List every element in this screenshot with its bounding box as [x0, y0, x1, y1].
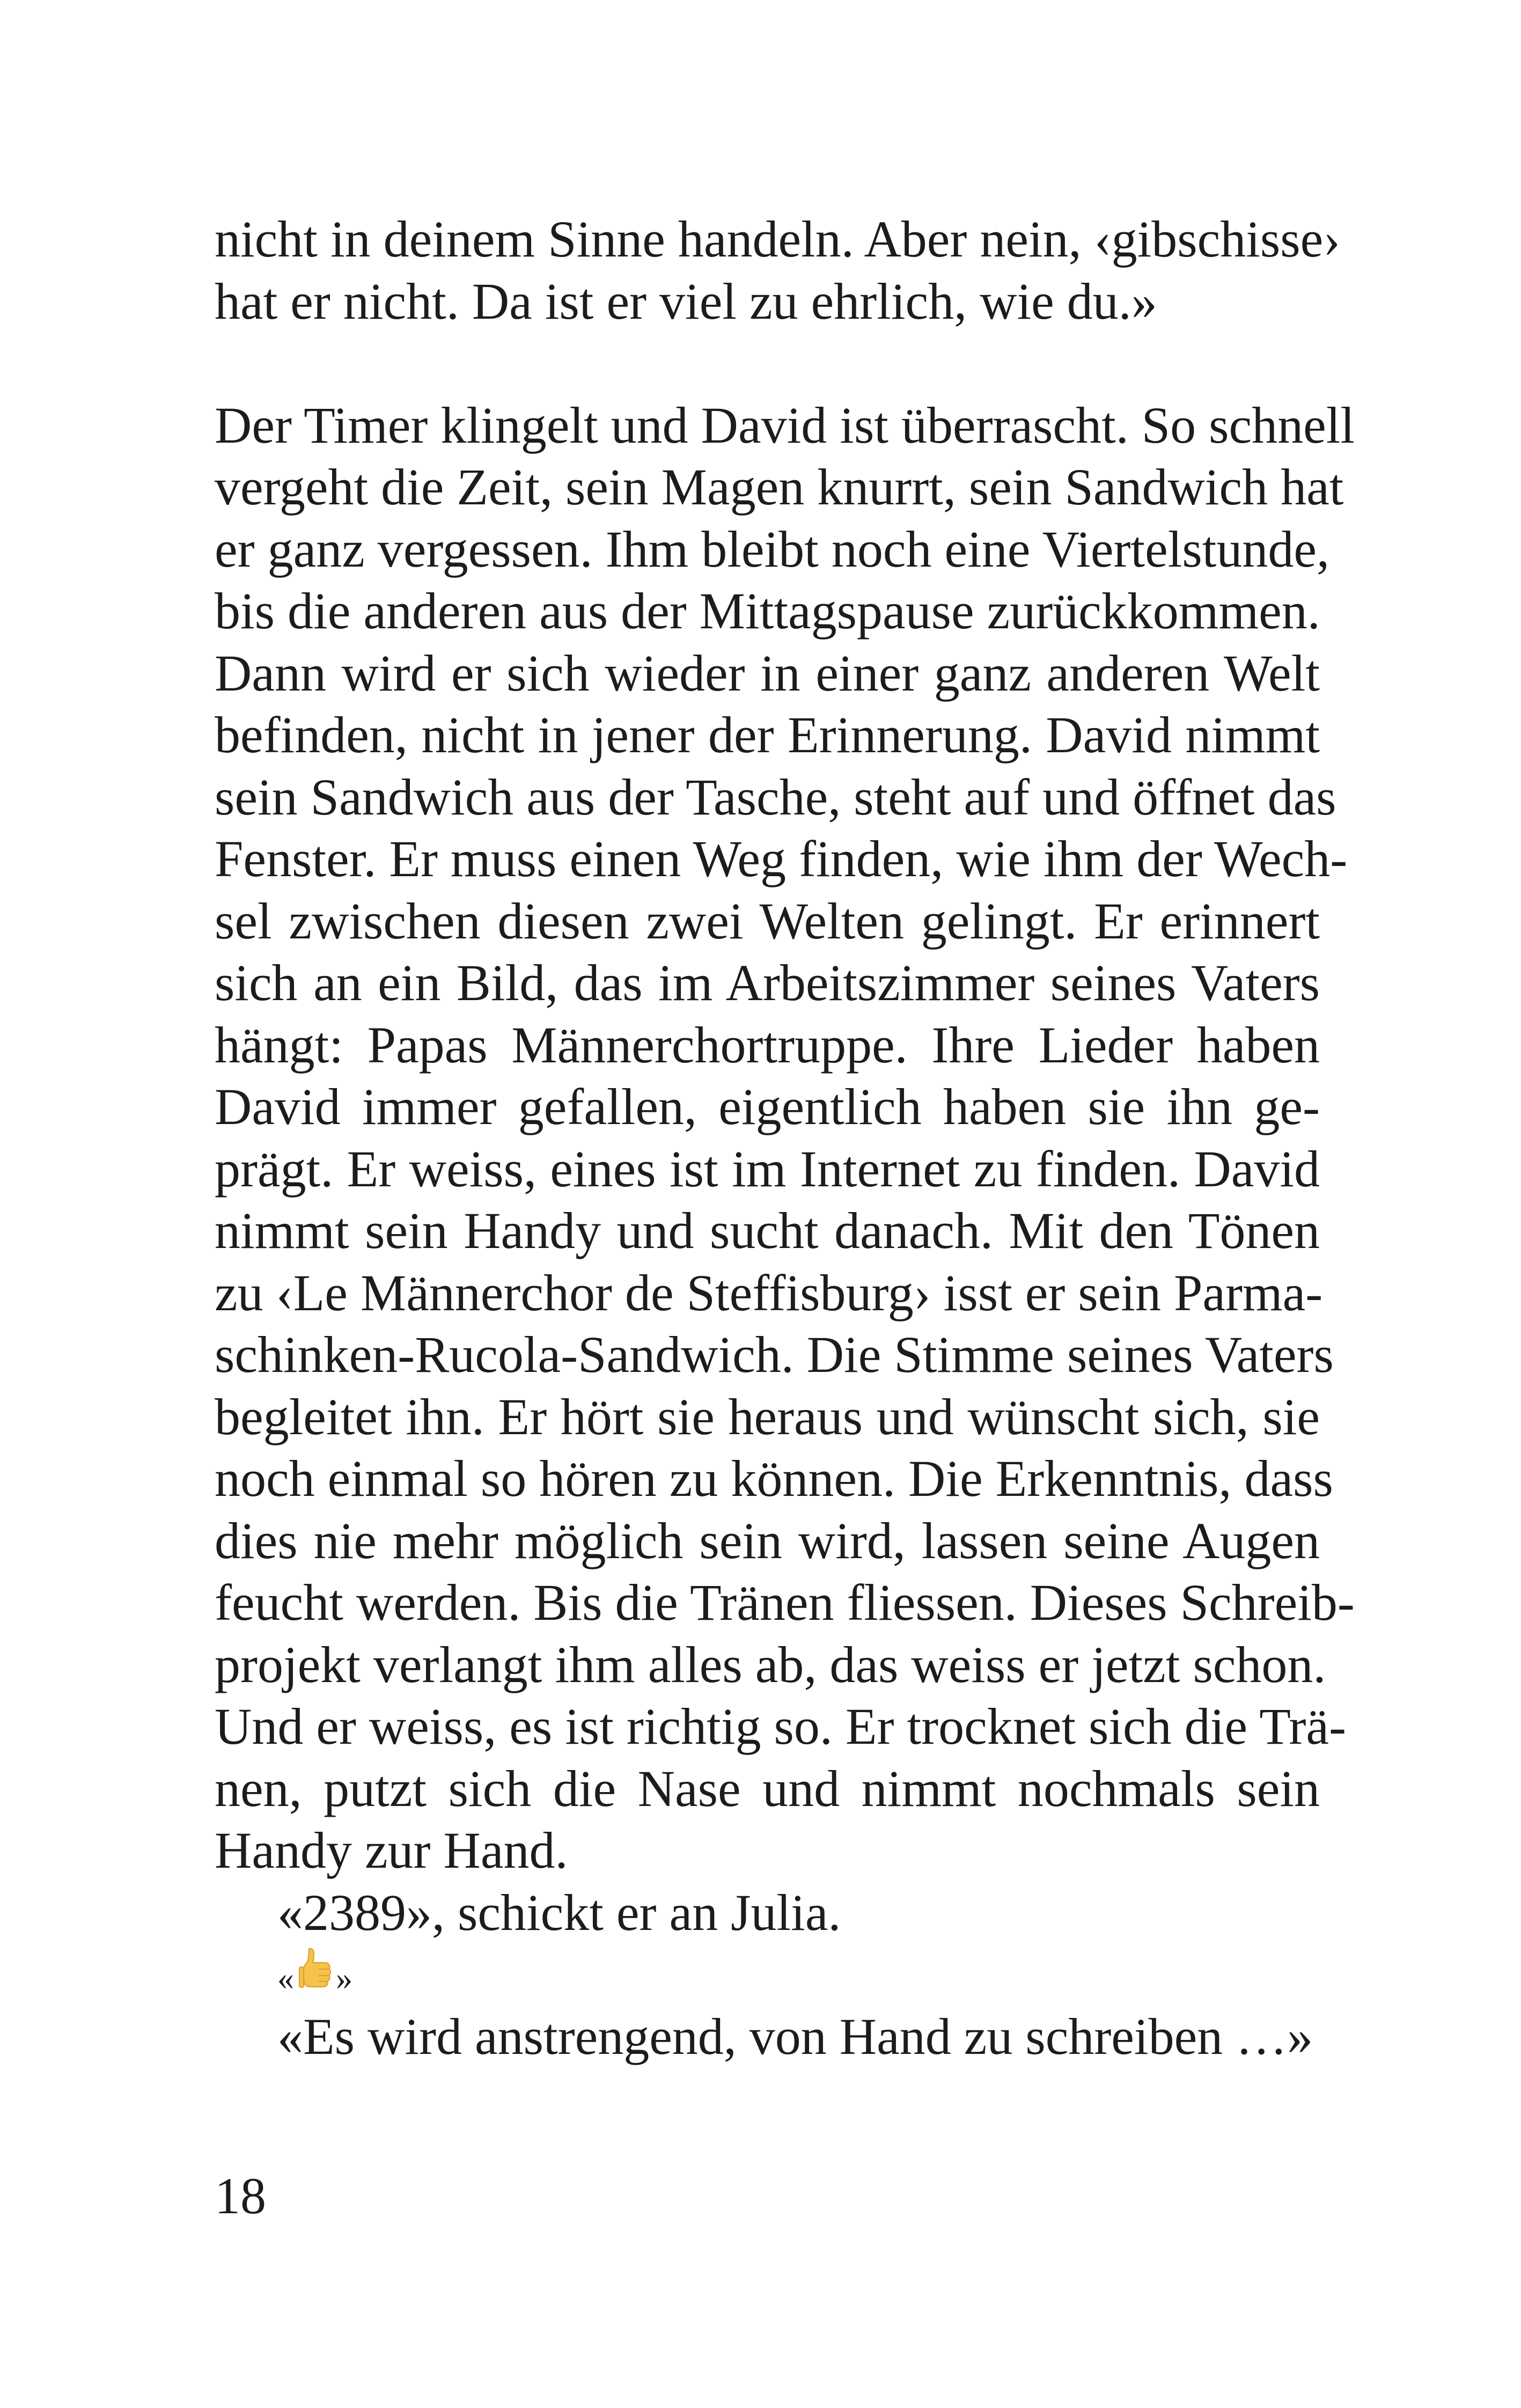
paragraph-spacer — [215, 332, 1320, 394]
text-line: Dann wird er sich wieder in einer ganz anderen Welt — [215, 644, 1320, 702]
text-line: nimmt sein Handy und sucht danach. Mit den Tönen — [215, 1202, 1320, 1259]
text-line: sel zwischen diesen zwei Welten gelingt. Er erinnert — [215, 892, 1320, 950]
page-number: 18 — [215, 2167, 266, 2225]
paragraph-2 — [215, 394, 1355, 1882]
text-line: begleitet ihn. Er hört sie heraus und wünscht sich, sie — [215, 1387, 1320, 1445]
paragraph-1 — [215, 208, 1341, 332]
text-line: hängt: Papas Männerchortruppe. Ihre Lieder haben — [215, 1016, 1320, 1074]
page-body — [215, 208, 1355, 2067]
text-line: er ganz vergessen. Ihm bleibt noch eine Viertelstunde, — [215, 520, 1330, 578]
text-line: Handy zur Hand. — [215, 1822, 568, 1879]
text-line: prägt. Er weiss, eines ist im Internet zu finden. David — [215, 1140, 1320, 1198]
text-line: Und er weiss, es ist richtig so. Er trocknet sich die Trä- — [215, 1698, 1346, 1755]
text-line: Fenster. Er muss einen Weg finden, wie ihm der Wech- — [215, 830, 1348, 887]
text-line: bis die anderen aus der Mittagspause zurückkommen. — [215, 582, 1320, 640]
text-line: hat er nicht. Da ist er viel zu ehrlich, wie du.» — [215, 272, 1157, 330]
text-line: projekt verlangt ihm alles ab, das weiss er jetzt schon. — [215, 1635, 1326, 1693]
quote-open: « — [277, 1961, 294, 1997]
text-line: feucht werden. Bis die Tränen fliessen. Dieses Schreib- — [215, 1574, 1355, 1631]
dialogue-line: «2389», schickt er an Julia. — [277, 1883, 841, 1941]
text-line: nicht in deinem Sinne handeln. Aber nein, ‹gibschisse› — [215, 210, 1341, 268]
text-line: zu ‹Le Männerchor de Steffisburg› isst er sein Parma- — [215, 1264, 1323, 1322]
text-line: schinken-Rucola-Sandwich. Die Stimme seines Vaters — [215, 1326, 1334, 1383]
text-line: sich an ein Bild, das im Arbeitszimmer seines Vaters — [215, 954, 1320, 1011]
thumbs-up-icon — [298, 1947, 332, 1993]
text-line: Der Timer klingelt und David ist überrascht. So schnell — [215, 396, 1355, 454]
dialogue-emoji-line — [215, 1943, 1320, 2006]
text-line: dies nie mehr möglich sein wird, lassen seine Augen — [215, 1511, 1320, 1569]
text-line: noch einmal so hören zu können. Die Erkenntnis, dass — [215, 1450, 1333, 1507]
text-line: sein Sandwich aus der Tasche, steht auf und öffnet das — [215, 768, 1336, 826]
dialogue — [215, 1882, 1320, 2068]
text-line: befinden, nicht in jener der Erinnerung. David nimmt — [215, 706, 1320, 763]
text-line: nen, putzt sich die Nase und nimmt nochmals sein — [215, 1759, 1320, 1817]
dialogue-line: «Es wird anstrengend, von Hand zu schreiben …» — [277, 2007, 1313, 2065]
text-line: David immer gefallen, eigentlich haben sie ihn ge- — [215, 1078, 1320, 1135]
text-line: vergeht die Zeit, sein Magen knurrt, sein Sandwich hat — [215, 458, 1344, 516]
quote-close: » — [336, 1961, 352, 1997]
